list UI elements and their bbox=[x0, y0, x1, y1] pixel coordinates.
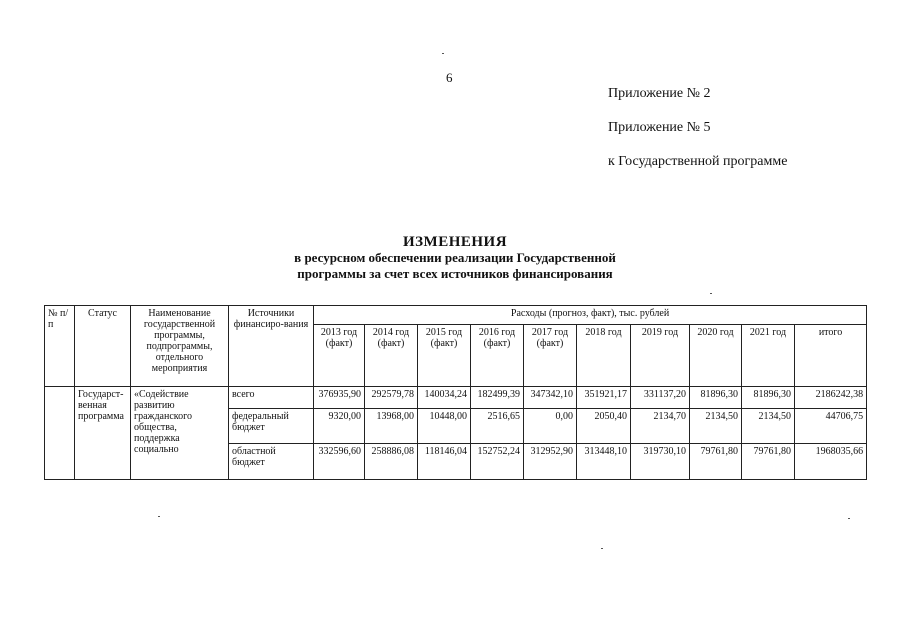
cell-value: 347342,10 bbox=[524, 387, 577, 409]
resource-table bbox=[44, 305, 867, 480]
title-line-3: программы за счет всех источников финансирования bbox=[297, 266, 613, 281]
appendix-line-2: Приложение № 5 bbox=[608, 120, 711, 135]
scan-speck bbox=[848, 518, 850, 519]
cell-value: 313448,10 bbox=[577, 444, 631, 480]
cell-value: 0,00 bbox=[524, 409, 577, 444]
cell-status: Государст-венная программа bbox=[75, 387, 131, 480]
header-year-2018: 2018 год bbox=[577, 325, 631, 387]
cell-value: 292579,78 bbox=[365, 387, 418, 409]
header-year-2019: 2019 год bbox=[631, 325, 690, 387]
cell-value: 81896,30 bbox=[742, 387, 795, 409]
header-year-2013: 2013 год (факт) bbox=[314, 325, 365, 387]
header-total: итого bbox=[795, 325, 867, 387]
cell-source: федеральный бюджет bbox=[229, 409, 314, 444]
cell-total: 2186242,38 bbox=[795, 387, 867, 409]
cell-value: 2516,65 bbox=[471, 409, 524, 444]
cell-value: 118146,04 bbox=[418, 444, 471, 480]
appendix-line-3: к Государственной программе bbox=[608, 154, 788, 169]
header-sources: Источники финансиро-вания bbox=[229, 306, 314, 387]
cell-value: 319730,10 bbox=[631, 444, 690, 480]
cell-value: 9320,00 bbox=[314, 409, 365, 444]
title-main: ИЗМЕНЕНИЯ bbox=[402, 234, 508, 250]
header-num: № п/п bbox=[45, 306, 75, 387]
cell-value: 2134,70 bbox=[631, 409, 690, 444]
cell-value: 332596,60 bbox=[314, 444, 365, 480]
header-year-2016: 2016 год (факт) bbox=[471, 325, 524, 387]
page-number: 6 bbox=[446, 70, 453, 85]
cell-value: 81896,30 bbox=[690, 387, 742, 409]
header-year-2020: 2020 год bbox=[690, 325, 742, 387]
cell-value: 331137,20 bbox=[631, 387, 690, 409]
header-year-2021: 2021 год bbox=[742, 325, 795, 387]
cell-value: 2050,40 bbox=[577, 409, 631, 444]
table-row bbox=[45, 387, 867, 409]
cell-value: 258886,08 bbox=[365, 444, 418, 480]
scan-speck bbox=[158, 516, 160, 517]
scan-speck bbox=[442, 53, 444, 54]
cell-source: областной бюджет bbox=[229, 444, 314, 480]
document-title bbox=[220, 234, 690, 282]
cell-value: 312952,90 bbox=[524, 444, 577, 480]
header-year-2015: 2015 год (факт) bbox=[418, 325, 471, 387]
cell-value: 2134,50 bbox=[690, 409, 742, 444]
cell-value: 140034,24 bbox=[418, 387, 471, 409]
cell-value: 79761,80 bbox=[742, 444, 795, 480]
header-expenses: Расходы (прогноз, факт), тыс. рублей bbox=[314, 306, 867, 325]
cell-value: 351921,17 bbox=[577, 387, 631, 409]
scan-speck bbox=[710, 293, 712, 294]
cell-value: 376935,90 bbox=[314, 387, 365, 409]
header-year-2017: 2017 год (факт) bbox=[524, 325, 577, 387]
cell-source: всего bbox=[229, 387, 314, 409]
appendix-line-1: Приложение № 2 bbox=[608, 86, 711, 101]
cell-value: 152752,24 bbox=[471, 444, 524, 480]
cell-value: 13968,00 bbox=[365, 409, 418, 444]
scan-speck bbox=[601, 548, 603, 549]
cell-program-name: «Содействие развитию гражданского общества, поддержка социально bbox=[131, 387, 229, 480]
cell-value: 79761,80 bbox=[690, 444, 742, 480]
header-year-2014: 2014 год (факт) bbox=[365, 325, 418, 387]
header-status: Статус bbox=[75, 306, 131, 387]
cell-value: 2134,50 bbox=[742, 409, 795, 444]
cell-total: 1968035,66 bbox=[795, 444, 867, 480]
title-line-2: в ресурсном обеспечении реализации Государственной bbox=[294, 250, 616, 265]
cell-num bbox=[45, 387, 75, 480]
cell-total: 44706,75 bbox=[795, 409, 867, 444]
header-name: Наименование государственной программы, подпрограммы, отдельного мероприятия bbox=[131, 306, 229, 387]
cell-value: 182499,39 bbox=[471, 387, 524, 409]
cell-value: 10448,00 bbox=[418, 409, 471, 444]
